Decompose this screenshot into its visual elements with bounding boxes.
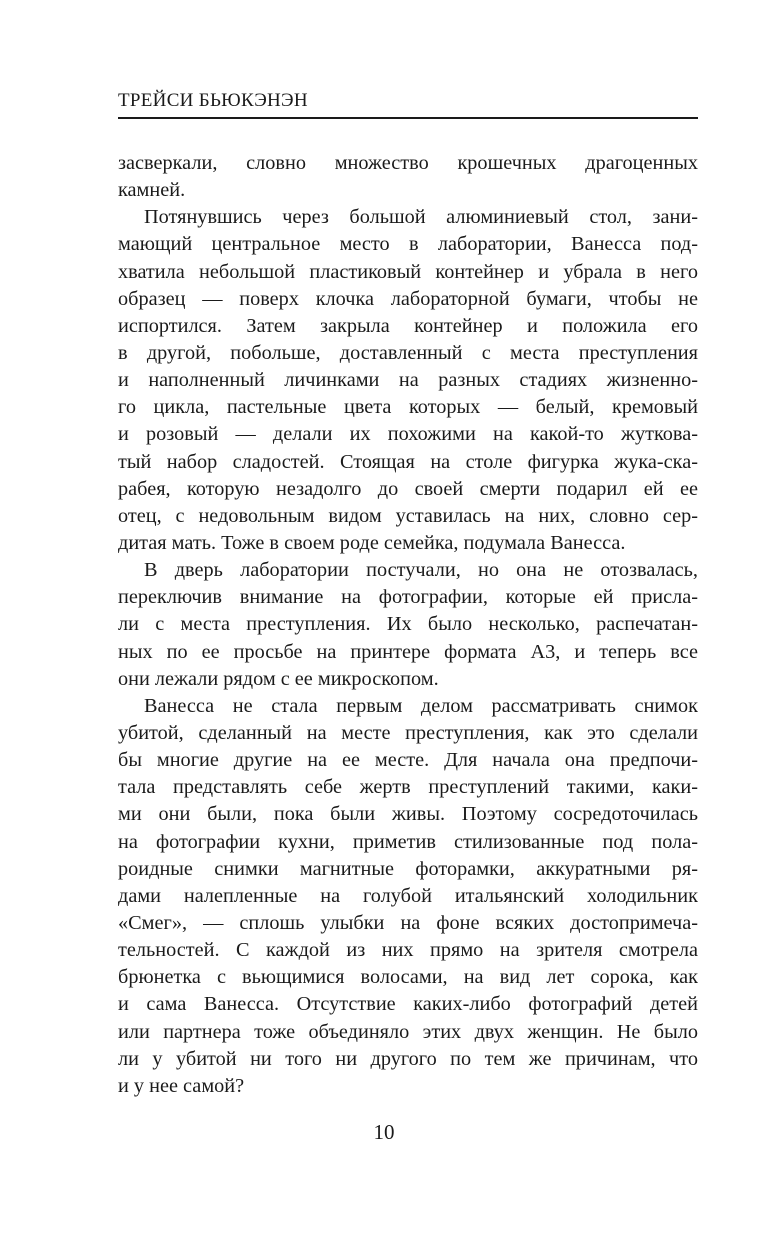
text-line: тельностей. С каждой из них прямо на зрителя смотрела <box>118 939 698 962</box>
text-line: тый набор сладостей. Стоящая на столе фигурка жука-ска- <box>118 450 698 473</box>
text-line: тала представлять себе жертв преступлений такими, каки- <box>118 776 698 799</box>
text-line: они лежали рядом с ее микроскопом. <box>118 667 439 690</box>
text-line: го цикла, пастельные цвета которых — белый, кремовый <box>118 396 698 419</box>
text-line: испортился. Затем закрыла контейнер и положила его <box>118 314 698 337</box>
paragraph <box>118 150 698 204</box>
text-line: «Смег», — сплошь улыбки на фоне всяких достопримеча- <box>118 911 698 934</box>
text-line: Ванесса не стала первым делом рассматривать снимок <box>144 694 698 717</box>
text-line: и розовый — делали их похожими на какой-то жуткова- <box>118 423 698 446</box>
text-line: ли с места преступления. Их было несколько, распечатан- <box>118 613 698 636</box>
text-line: бы многие другие на ее месте. Для начала она предпочи- <box>118 749 698 772</box>
text-line: дитая мать. Тоже в своем роде семейка, подумала Ванесса. <box>118 531 626 554</box>
text-line: и наполненный личинками на разных стадиях жизненно- <box>118 369 698 392</box>
text-line: и у нее самой? <box>118 1074 245 1097</box>
text-line: брюнетка с вьющимися волосами, на вид лет сорока, как <box>118 966 698 989</box>
text-line: или партнера тоже объединяло этих двух женщин. Не было <box>118 1020 698 1043</box>
paragraph <box>118 557 698 693</box>
text-line: в другой, побольше, доставленный с места преступления <box>118 341 698 364</box>
text-line: и сама Ванесса. Отсутствие каких-либо фотографий детей <box>118 993 698 1016</box>
text-line: камней. <box>118 179 186 202</box>
text-line: В дверь лаборатории постучали, но она не отозвалась, <box>144 559 698 582</box>
text-line: на фотографии кухни, приметив стилизованные под пола- <box>118 830 698 853</box>
paragraph <box>118 204 698 557</box>
text-line: ных по ее просьбе на принтере формата А3, и теперь все <box>118 640 698 663</box>
text-line: хватила небольшой пластиковый контейнер и убрала в него <box>118 260 698 283</box>
text-line: Потянувшись через большой алюминиевый стол, зани- <box>144 206 698 229</box>
body-text <box>118 150 698 1100</box>
text-line: мающий центральное место в лаборатории, Ванесса под- <box>118 233 698 256</box>
text-line: дами налепленные на голубой итальянский холодильник <box>118 884 698 907</box>
page-number: 10 <box>373 1120 395 1144</box>
text-line: отец, с недовольным видом уставилась на них, словно сер- <box>118 504 698 527</box>
text-line: засверкали, словно множество крошечных драгоценных <box>118 152 698 174</box>
text-line: переключив внимание на фотографии, которые ей присла- <box>118 586 698 609</box>
paragraph <box>118 693 698 1100</box>
text-line: ли у убитой ни того ни другого по тем же причинам, что <box>118 1047 698 1070</box>
text-line: роидные снимки магнитные фоторамки, аккуратными ря- <box>118 857 698 880</box>
text-line: ми они были, пока были живы. Поэтому сосредоточилась <box>118 803 698 826</box>
text-line: убитой, сделанный на месте преступления, как это сделали <box>118 721 698 744</box>
text-line: рабея, которую незадолго до своей смерти подарил ей ее <box>118 477 698 500</box>
text-line: образец — поверх клочка лабораторной бумаги, чтобы не <box>118 287 698 310</box>
running-head-author: ТРЕЙСИ БЬЮКЭНЭН <box>118 90 308 111</box>
header-rule <box>118 117 698 119</box>
